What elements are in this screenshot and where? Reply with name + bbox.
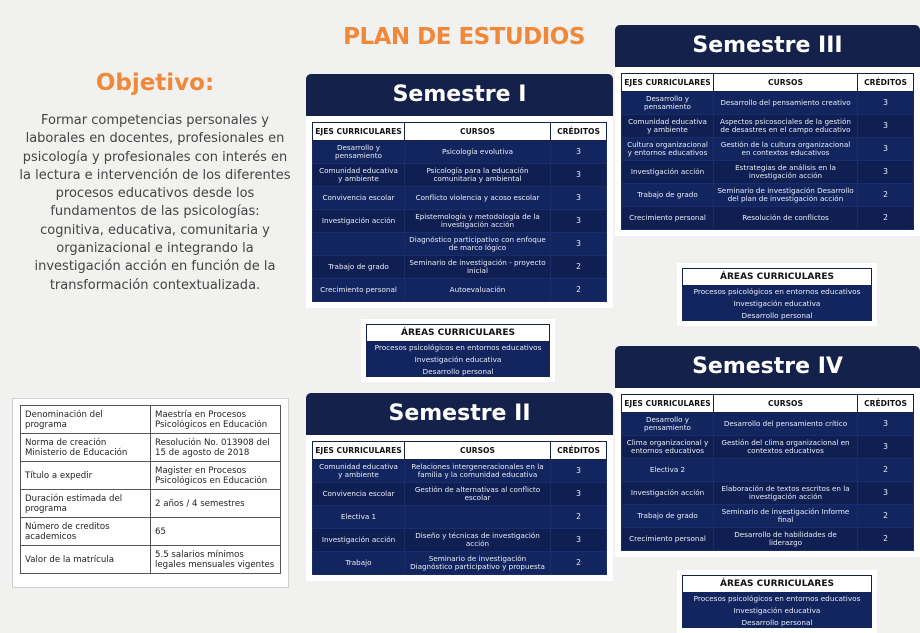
cell-eje: Investigación acción <box>622 161 714 184</box>
cell-eje: Convivencia escolar <box>313 187 405 210</box>
areas-item: Desarrollo personal <box>682 616 872 628</box>
cell-cr: 2 <box>551 506 607 529</box>
table-row <box>313 141 607 164</box>
table-row <box>622 505 914 528</box>
cell-cr: 3 <box>858 482 914 505</box>
cell-curso: Gestión de la cultura organizacional en contextos educativos <box>714 138 858 161</box>
table-row <box>622 115 914 138</box>
cell-curso: Conflicto violencia y acoso escolar <box>405 187 551 210</box>
cell-cr: 2 <box>858 184 914 207</box>
cell-eje: Trabajo de grado <box>622 184 714 207</box>
cell-curso: Diseño y técnicas de investigación acción <box>405 529 551 552</box>
table-row <box>622 482 914 505</box>
column-header-creditos: CRÉDITOS <box>551 123 607 141</box>
column-header-creditos: CRÉDITOS <box>551 442 607 460</box>
info-key: Duración estimada del programa <box>21 490 151 518</box>
cell-cr: 3 <box>858 436 914 459</box>
cell-cr: 3 <box>551 460 607 483</box>
info-value: 65 <box>151 518 281 546</box>
cell-cr: 3 <box>551 529 607 552</box>
cell-curso: Relaciones intergeneracionales en la familia y la comunidad educativa <box>405 460 551 483</box>
cell-eje: Trabajo <box>313 552 405 575</box>
table-row <box>622 413 914 436</box>
cell-cr: 2 <box>858 528 914 551</box>
cell-cr: 3 <box>551 483 607 506</box>
info-key: Norma de creación Ministerio de Educación <box>21 434 151 462</box>
objetivo-title: Objetivo: <box>95 70 215 96</box>
cell-eje: Investigación acción <box>313 210 405 233</box>
info-value: Resolución No. 013908 del 15 de agosto de 2018 <box>151 434 281 462</box>
info-row <box>21 490 281 518</box>
table-header-row <box>313 123 607 141</box>
areas-item: Desarrollo personal <box>682 309 872 321</box>
info-row <box>21 546 281 574</box>
cell-curso: Desarrollo del pensamiento creativo <box>714 92 858 115</box>
areas-item: Investigación educativa <box>366 353 550 365</box>
table-row <box>622 528 914 551</box>
info-key: Valor de la matrícula <box>21 546 151 574</box>
semester-2-title: Semestre II <box>306 393 613 435</box>
table-row <box>622 436 914 459</box>
cell-curso: Autoevaluación <box>405 279 551 302</box>
areas-item: Investigación educativa <box>682 604 872 616</box>
cell-eje: Electiva 2 <box>622 459 714 482</box>
cell-cr: 3 <box>551 141 607 164</box>
cell-cr: 3 <box>858 161 914 184</box>
cell-curso: Gestión de alternativas al conflicto escolar <box>405 483 551 506</box>
areas-curriculares-1 <box>361 319 555 382</box>
info-key: Denominación del programa <box>21 406 151 434</box>
cell-eje: Trabajo de grado <box>622 505 714 528</box>
column-header-creditos: CRÉDITOS <box>858 395 914 413</box>
program-info-card <box>12 398 289 588</box>
table-row <box>622 459 914 482</box>
plan-title: PLAN DE ESTUDIOS <box>343 24 585 50</box>
table-row <box>313 279 607 302</box>
cell-cr: 2 <box>858 505 914 528</box>
info-key: Título a expedir <box>21 462 151 490</box>
areas-curriculares-3 <box>677 263 877 326</box>
cell-eje: Investigación acción <box>622 482 714 505</box>
table-row <box>313 506 607 529</box>
semester-1-table <box>312 122 607 302</box>
table-row <box>622 92 914 115</box>
cell-curso: Elaboración de textos escritos en la investigación acción <box>714 482 858 505</box>
table-row <box>313 256 607 279</box>
table-row <box>313 164 607 187</box>
semester-3-table <box>621 73 914 230</box>
table-row <box>313 187 607 210</box>
table-header-row <box>622 74 914 92</box>
cell-curso: Desarrollo del pensamiento crítico <box>714 413 858 436</box>
semester-4-table <box>621 394 914 551</box>
cell-cr: 3 <box>858 92 914 115</box>
info-row <box>21 462 281 490</box>
column-header-ejes: EJES CURRICULARES <box>622 395 714 413</box>
info-row <box>21 518 281 546</box>
cell-eje: Cultura organizacional y entornos educativos <box>622 138 714 161</box>
cell-curso: Seminario de investigación Diagnóstico participativo y propuesta <box>405 552 551 575</box>
cell-eje: Clima organizacional y entornos educativos <box>622 436 714 459</box>
cell-eje: Crecimiento personal <box>622 207 714 230</box>
cell-cr: 3 <box>858 138 914 161</box>
table-header-row <box>622 395 914 413</box>
cell-curso: Resolución de conflictos <box>714 207 858 230</box>
cell-cr: 3 <box>858 115 914 138</box>
cell-curso: Psicología evolutiva <box>405 141 551 164</box>
semester-3-card <box>615 25 920 236</box>
program-info-table <box>20 405 281 574</box>
objetivo-text: Formar competencias personales y laborales en docentes, profesionales en psicología y profesionales con interés en la lectura e intervención de los diferentes procesos educativos desde los fundamentos de las psicologías: cognitiva, educativa, comunitaria y organizacional e integrando la investigación acción en función de la transformación contextualizada. <box>19 113 291 293</box>
semester-3-title: Semestre III <box>615 25 920 67</box>
cell-eje: Desarrollo y pensamiento <box>622 413 714 436</box>
info-value: Magister en Procesos Psicológicos en Educación <box>151 462 281 490</box>
areas-title: ÁREAS CURRICULARES <box>366 324 550 341</box>
areas-title: ÁREAS CURRICULARES <box>682 268 872 285</box>
table-row <box>313 552 607 575</box>
areas-curriculares-4 <box>677 570 877 633</box>
semester-4-card <box>615 346 920 557</box>
cell-eje: Comunidad educativa y ambiente <box>313 460 405 483</box>
cell-curso: Epistemología y metodología de la investigación acción <box>405 210 551 233</box>
info-row <box>21 406 281 434</box>
semester-1-card <box>306 74 613 308</box>
cell-eje: Comunidad educativa y ambiente <box>313 164 405 187</box>
cell-curso: Estrategias de análisis en la investigación acción <box>714 161 858 184</box>
column-header-cursos: CURSOS <box>405 123 551 141</box>
cell-curso: Psicología para la educación comunitaria y ambiental <box>405 164 551 187</box>
cell-cr: 2 <box>551 256 607 279</box>
semester-1-title: Semestre I <box>306 74 613 116</box>
column-header-cursos: CURSOS <box>714 74 858 92</box>
table-row <box>622 184 914 207</box>
cell-eje: Electiva 1 <box>313 506 405 529</box>
cell-cr: 2 <box>551 552 607 575</box>
cell-curso <box>405 506 551 529</box>
areas-title: ÁREAS CURRICULARES <box>682 575 872 592</box>
table-row <box>622 138 914 161</box>
cell-cr: 2 <box>858 207 914 230</box>
cell-eje: Desarrollo y pensamiento <box>622 92 714 115</box>
column-header-cursos: CURSOS <box>405 442 551 460</box>
cell-eje: Trabajo de grado <box>313 256 405 279</box>
cell-eje: Investigación acción <box>313 529 405 552</box>
info-key: Número de creditos academicos <box>21 518 151 546</box>
cell-curso: Aspectos psicosociales de la gestión de desastres en el campo educativo <box>714 115 858 138</box>
cell-cr: 2 <box>858 459 914 482</box>
table-row <box>313 529 607 552</box>
cell-cr: 3 <box>551 210 607 233</box>
areas-item: Investigación educativa <box>682 297 872 309</box>
cell-curso <box>714 459 858 482</box>
table-row <box>622 207 914 230</box>
cell-cr: 3 <box>551 164 607 187</box>
table-row <box>313 233 607 256</box>
column-header-creditos: CRÉDITOS <box>858 74 914 92</box>
cell-cr: 3 <box>551 233 607 256</box>
info-value: 2 años / 4 semestres <box>151 490 281 518</box>
column-header-ejes: EJES CURRICULARES <box>622 74 714 92</box>
semester-2-table <box>312 441 607 575</box>
column-header-ejes: EJES CURRICULARES <box>313 123 405 141</box>
cell-cr: 3 <box>551 187 607 210</box>
areas-item: Desarrollo personal <box>366 365 550 377</box>
semester-2-card <box>306 393 613 581</box>
column-header-cursos: CURSOS <box>714 395 858 413</box>
table-row <box>313 210 607 233</box>
table-row <box>313 483 607 506</box>
cell-eje: Desarrollo y pensamiento <box>313 141 405 164</box>
cell-eje: Crecimiento personal <box>313 279 405 302</box>
column-header-ejes: EJES CURRICULARES <box>313 442 405 460</box>
areas-item: Procesos psicológicos en entornos educativos <box>366 341 550 353</box>
semester-4-title: Semestre IV <box>615 346 920 388</box>
areas-item: Procesos psicológicos en entornos educativos <box>682 592 872 604</box>
table-row <box>313 460 607 483</box>
cell-eje: Convivencia escolar <box>313 483 405 506</box>
info-value: Maestría en Procesos Psicológicos en Educación <box>151 406 281 434</box>
cell-cr: 2 <box>551 279 607 302</box>
cell-curso: Gestión del clima organizacional en contextos educativos <box>714 436 858 459</box>
cell-curso: Diagnóstico participativo con enfoque de marco lógico <box>405 233 551 256</box>
info-value: 5.5 salarios mínimos legales mensuales vigentes <box>151 546 281 574</box>
cell-eje: Comunidad educativa y ambiente <box>622 115 714 138</box>
cell-eje <box>313 233 405 256</box>
areas-item: Procesos psicológicos en entornos educativos <box>682 285 872 297</box>
cell-cr: 3 <box>858 413 914 436</box>
cell-curso: Desarrollo de habilidades de liderazgo <box>714 528 858 551</box>
table-header-row <box>313 442 607 460</box>
table-row <box>622 161 914 184</box>
cell-curso: Seminario de investigación Desarrollo del plan de investigación acción <box>714 184 858 207</box>
cell-curso: Seminario de investigación - proyecto inicial <box>405 256 551 279</box>
info-row <box>21 434 281 462</box>
cell-curso: Seminario de investigación Informe final <box>714 505 858 528</box>
cell-eje: Crecimiento personal <box>622 528 714 551</box>
